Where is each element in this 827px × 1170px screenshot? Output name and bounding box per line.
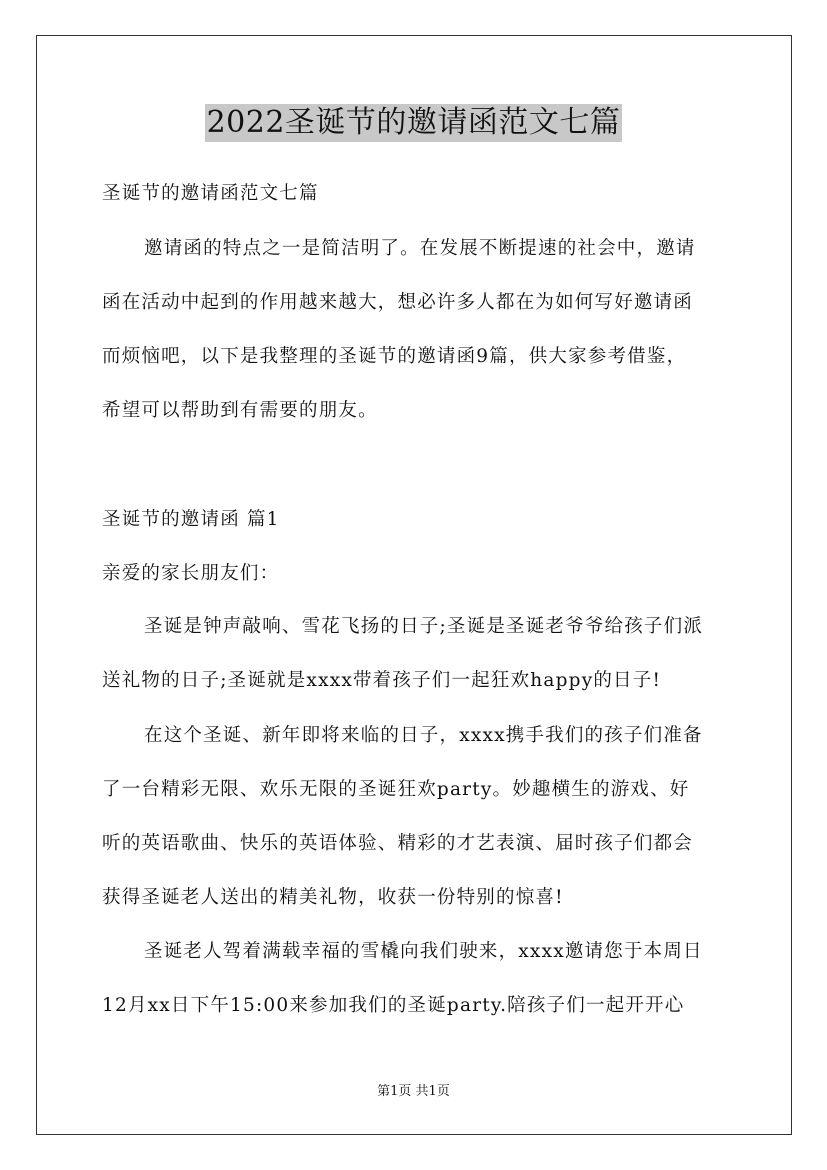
paragraph-line: 听的英语歌曲、快乐的英语体验、精彩的才艺表演、届时孩子们都会 [102, 833, 694, 854]
intro-line: 邀请函的特点之一是简洁明了。在发展不断提速的社会中，邀请 [144, 238, 696, 259]
paragraph-line: 送礼物的日子;圣诞就是xxxx带着孩子们一起狂欢happy的日子! [102, 670, 662, 691]
paragraph-line: 圣诞是钟声敲响、雪花飞扬的日子;圣诞是圣诞老爷爷给孩子们派 [144, 616, 704, 637]
paragraph-line: 12月xx日下午15:00来参加我们的圣诞party.陪孩子们一起开开心 [102, 995, 685, 1016]
document-subtitle: 圣诞节的邀请函范文七篇 [102, 183, 319, 204]
intro-line: 希望可以帮助到有需要的朋友。 [102, 400, 378, 421]
page-footer: 第1页 共1页 [377, 1084, 450, 1099]
paragraph-line: 获得圣诞老人送出的精美礼物，收获一份特别的惊喜! [102, 887, 564, 908]
intro-line: 函在活动中起到的作用越来越大，想必许多人都在为如何写好邀请函 [102, 292, 694, 313]
section-heading: 圣诞节的邀请函 篇1 [102, 509, 280, 530]
paragraph-line: 了一台精彩无限、欢乐无限的圣诞狂欢party。妙趣横生的游戏、好 [102, 779, 690, 800]
paragraph-line: 圣诞老人驾着满载幸福的雪橇向我们驶来，xxxx邀请您于本周日 [144, 941, 703, 962]
salutation: 亲爱的家长朋友们： [102, 563, 280, 584]
title-container [0, 104, 827, 142]
intro-line: 而烦恼吧，以下是我整理的圣诞节的邀请函9篇，供大家参考借鉴， [102, 346, 687, 367]
document-title: 2022圣诞节的邀请函范文七篇 [206, 105, 621, 140]
paragraph-line: 在这个圣诞、新年即将来临的日子，xxxx携手我们的孩子们准备 [144, 725, 703, 746]
